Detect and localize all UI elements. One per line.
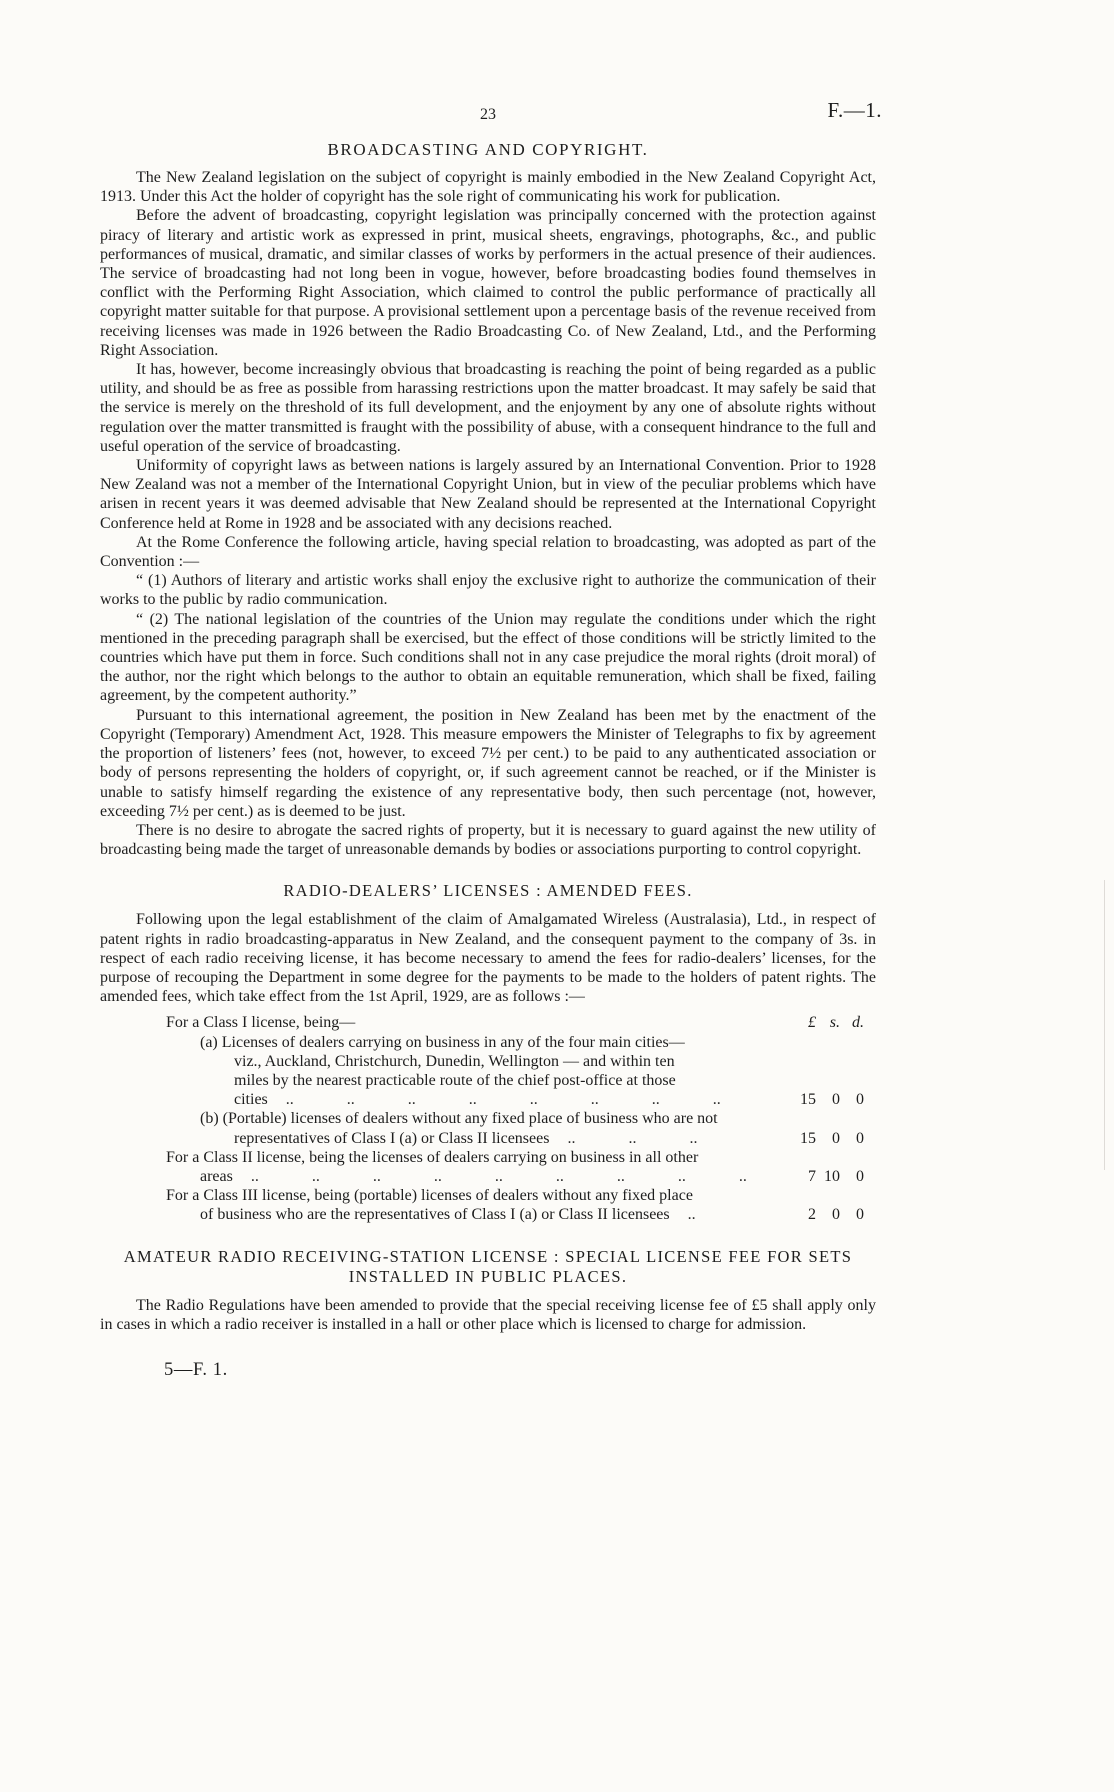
document-reference: F.—1.	[827, 98, 882, 122]
page-header	[100, 98, 882, 136]
fee-table-row	[100, 1071, 876, 1090]
fee-table-row	[100, 1033, 876, 1052]
fee-amount-shillings: 10	[824, 1167, 840, 1185]
fee-amount-shillings: 0	[832, 1129, 840, 1147]
paragraph: “ (1) Authors of literary and artistic works shall enjoy the exclusive right to authorize the communication of their works to the public by radio communication.	[100, 572, 876, 609]
fee-table-row	[100, 1186, 876, 1205]
section-title-amateur-line1: AMATEUR RADIO RECEIVING-STATION LICENSE : SPECIAL LICENSE FEE FOR SETS	[123, 1246, 853, 1266]
fee-amount-pence: 0	[856, 1091, 864, 1109]
fee-line-text: representatives of Class I (a) or Class II licensees	[234, 1129, 550, 1147]
paragraph: It has, however, become increasingly obvious that broadcasting is reaching the point of being regarded as a public utility, and should be as free as possible from harassing restrictions upon the matter broadcast. It may safely be said that the service is merely on the threshold of its full development, and the enjoyment by any one of absolute rights without regulation over the matter transmitted is fraught with the possibility of abuse, with a consequent hindrance to the full and useful operation of the service of broadcasting.	[100, 361, 876, 455]
fee-amount-pounds: 7	[808, 1167, 816, 1185]
fee-amount-pence: 0	[856, 1206, 864, 1224]
fee-amount-shillings: 0	[832, 1206, 840, 1224]
fee-table-row	[100, 1052, 876, 1071]
fee-column-header-pence: d.	[852, 1014, 864, 1032]
section-title-amateur-line2: INSTALLED IN PUBLIC PLACES.	[348, 1266, 628, 1286]
fee-leaders: .. .. .. .. .. .. .. ..	[285, 1091, 721, 1109]
fee-amount-pence: 0	[856, 1129, 864, 1147]
document-page	[100, 98, 882, 1381]
fee-table-row	[100, 1148, 876, 1167]
page-number: 23	[480, 106, 496, 123]
fee-line-text: of business who are the representatives of Class I (a) or Class II licensees	[200, 1206, 670, 1224]
fee-line-text: viz., Auckland, Christchurch, Dunedin, Wellington — and within ten	[234, 1052, 675, 1070]
fee-leaders: .. .. ..	[567, 1129, 698, 1147]
paragraph: At the Rome Conference the following article, having special relation to broadcasting, was adopted as part of the Convention :—	[100, 533, 876, 571]
fee-amount-pounds: 2	[808, 1206, 816, 1224]
fee-line-text: miles by the nearest practicable route of the chief post-office at those	[234, 1071, 676, 1089]
fee-line-text: (a) Licenses of dealers carrying on business in any of the four main cities—	[200, 1033, 685, 1051]
fee-line-text: (b) (Portable) licenses of dealers without any fixed place of business who are not	[200, 1110, 718, 1128]
fee-column-header-shillings: s.	[829, 1014, 840, 1032]
fee-amount-pounds: 15	[800, 1129, 816, 1147]
paragraph: Before the advent of broadcasting, copyright legislation was principally concerned with the protection against piracy of literary and artistic work as expressed in print, musical sheets, engravings, photographs, &c., and public performances of musical, dramatic, and similar classes of works by performers in the actual presence of their audiences. The service of broadcasting had not long been in vogue, however, before broadcasting bodies found themselves in conflict with the Performing Right Association, which claimed to control the public performance of practically all copyright matter suitable for that purpose. A provisional settlement upon a percentage basis of the revenue received from receiving licenses was made in 1926 between the Radio Broadcasting Co. of New Zealand, Ltd., and the Performing Right Association.	[100, 207, 876, 359]
fee-table	[100, 1013, 876, 1224]
section-title-dealers: RADIO-DEALERS’ LICENSES : AMENDED FEES.	[283, 881, 693, 901]
paragraph: The Radio Regulations have been amended to provide that the special receiving license fee of £5 shall apply only in cases in which a radio receiver is installed in a hall or other place which is licensed to charge for admission.	[100, 1296, 876, 1333]
fee-table-row	[100, 1109, 876, 1128]
fee-line-text: For a Class III license, being (portable) licenses of dealers without any fixed place	[166, 1187, 693, 1205]
fee-column-header-pounds: £	[808, 1014, 816, 1032]
section-title-amateur	[100, 1247, 876, 1287]
paragraph: There is no desire to abrogate the sacred rights of property, but it is necessary to guard against the new utility of broadcasting being made the target of unreasonable demands by bodies or associations purporting to control copyright.	[100, 821, 876, 859]
paragraph: Pursuant to this international agreement, the position in New Zealand has been met by the enactment of the Copyright (Temporary) Amendment Act, 1928. This measure empowers the Minister of Telegraphs to fix by agreement the proportion of listeners’ fees (not, however, to exceed 7½ per cent.) to be paid to any authenticated association or body of persons representing the holders of copyright, or, if such agreement cannot be reached, or if the Minister is unable to satisfy himself regarding the existence of any representative body, then such percentage (not, however, exceeding 7½ per cent.) as is deemed to be just.	[100, 706, 876, 820]
fee-leaders: .. .. .. .. .. .. .. .. ..	[250, 1167, 747, 1185]
section-title-broadcasting: BROADCASTING AND COPYRIGHT.	[327, 140, 649, 159]
fee-line-text: areas	[200, 1167, 233, 1185]
scan-artifact	[1104, 880, 1105, 1170]
fee-leaders: ..	[687, 1206, 696, 1224]
fee-table-row	[100, 1090, 876, 1109]
fee-table-row	[100, 1013, 876, 1032]
fee-amount-pence: 0	[856, 1167, 864, 1185]
paragraph: The New Zealand legislation on the subject of copyright is mainly embodied in the New Zealand Copyright Act, 1913. Under this Act the holder of copyright has the sole right of communicating his work for publication.	[100, 169, 876, 206]
fee-table-row	[100, 1205, 876, 1224]
fee-line-text: For a Class II license, being the licenses of dealers carrying on business in all other	[166, 1148, 699, 1166]
paragraph: Following upon the legal establishment of the claim of Amalgamated Wireless (Australasia), Ltd., in respect of patent rights in radio broadcasting-apparatus in New Zealand, and the consequent payment to the company of 3s. in respect of each radio receiving license, it has become necessary to amend the fees for radio-dealers’ licenses, for the purpose of recouping the Department in some degree for the payments to be made to the holders of patent rights. The amended fees, which take effect from the 1st April, 1929, are as follows :—	[100, 911, 876, 1006]
footer-signature: 5—F. 1.	[164, 1359, 228, 1380]
paragraph: “ (2) The national legislation of the countries of the Union may regulate the conditions under which the right mentioned in the preceding paragraph shall be exercised, but the effect of those conditions will be strictly limited to the countries which have put them in force. Such conditions shall not in any case prejudice the moral rights (droit moral) of the author, nor the right which belongs to the author to obtain an equitable remuneration, which shall be fixed, failing agreement, by the competent authority.”	[100, 610, 876, 705]
fee-line-text: cities	[234, 1091, 268, 1109]
fee-table-row	[100, 1129, 876, 1148]
paragraph: Uniformity of copyright laws as between nations is largely assured by an International Convention. Prior to 1928 New Zealand was not a member of the International Copyright Union, but in view of the peculiar problems which have arisen in recent years it was deemed advisable that New Zealand should be represented at the International Copyright Conference held at Rome in 1928 and be associated with any decisions reached.	[100, 457, 876, 532]
fee-amount-pounds: 15	[800, 1091, 816, 1109]
fee-amount-shillings: 0	[832, 1091, 840, 1109]
fee-table-row	[100, 1167, 876, 1186]
fee-line-text: For a Class I license, being—	[166, 1014, 356, 1032]
